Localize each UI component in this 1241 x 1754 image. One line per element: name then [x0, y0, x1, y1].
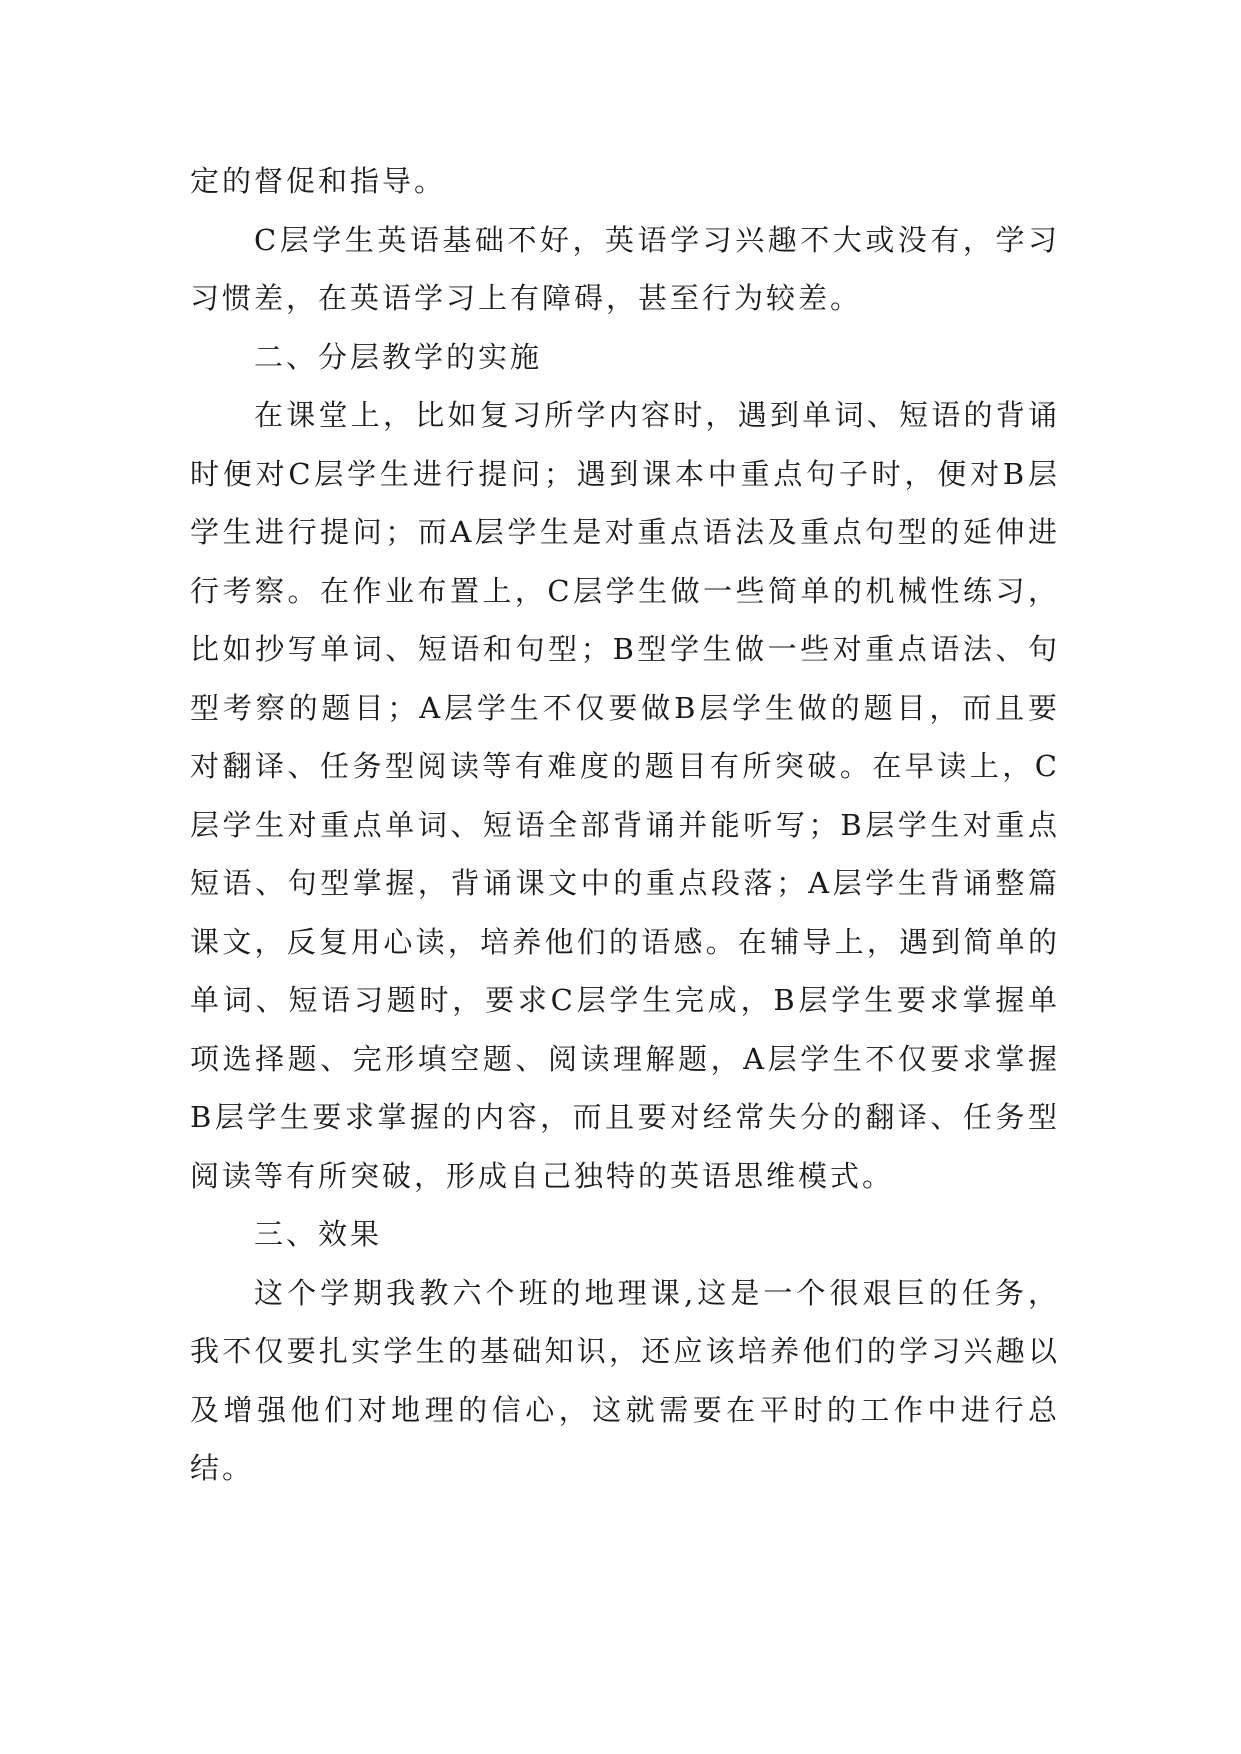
document-body	[190, 152, 1060, 1498]
section-heading-implementation: 二、分层教学的实施	[254, 339, 543, 374]
paragraph-c-level-students: C层学生英语基础不好，英语学习兴趣不大或没有，学习习惯差，在英语学习上有障碍，甚至行为较差。	[190, 222, 1060, 315]
paragraph-effect-details: 这个学期我教六个班的地理课,这是一个很艰巨的任务，我不仅要扎实学生的基础知识，还应该培养他们的学习兴趣以及增强他们对地理的信心，这就需要在平时的工作中进行总结。	[190, 1275, 1060, 1485]
section-heading-effect: 三、效果	[254, 1217, 383, 1251]
paragraph-continuation: 定的督促和指导。	[190, 164, 447, 198]
paragraph-implementation-details: 在课堂上，比如复习所学内容时，遇到单词、短语的背诵时便对C层学生进行提问；遇到课本中重点句子时，便对B层学生进行提问；而A层学生是对重点语法及重点句型的延伸进行考察。在作业布置上，C层学生做一些简单的机械性练习，比如抄写单词、短语和句型；B型学生做一些对重点语法、句型考察的题目；A层学生不仅要做B层学生做的题目，而且要对翻译、任务型阅读等有难度的题目有所突破。在早读上，C层学生对重点单词、短语全部背诵并能听写；B层学生对重点短语、句型掌握，背诵课文中的重点段落；A层学生背诵整篇课文，反复用心读，培养他们的语感。在辅导上，遇到简单的单词、短语习题时，要求C层学生完成，B层学生要求掌握单项选择题、完形填空题、阅读理解题，A层学生不仅要求掌握B层学生要求掌握的内容，而且要对经常失分的翻译、任务型阅读等有所突破，形成自己独特的英语思维模式。	[190, 398, 1060, 1193]
